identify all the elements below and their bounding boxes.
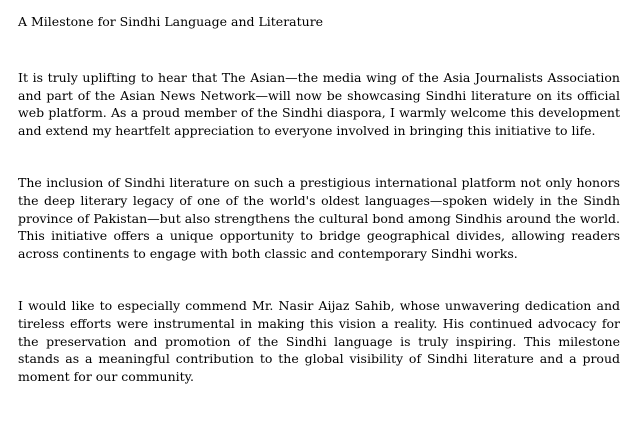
- paragraph-commendation: I would like to especially commend Mr. Nasir Aijaz Sahib, whose unwavering dedication and tireless efforts were instrumental in making this vision a reality. His continued advocacy for the preservation and promotion of the Sindhi language is truly inspiring. This milestone stands as a meaningful contribution to the global visibility of Sindhi literature and a proud moment for our community.: [18, 298, 620, 384]
- paragraph-intro: It is truly uplifting to hear that The Asian—the media wing of the Asia Journalists Association and part of the Asian News Network—will now be showcasing Sindhi literature on its official web platform. As a proud member of the Sindhi diaspora, I warmly welcome this development and extend my heartfelt appreciation to everyone involved in bringing this initiative to life.: [18, 70, 620, 138]
- paragraph-inclusion: The inclusion of Sindhi literature on such a prestigious international platform not only honors the deep literary legacy of one of the world's oldest languages—spoken widely in the Sindh province of Pakistan—but also strengthens the cultural bond among Sindhis around the world. This initiative offers a unique opportunity to bridge geographical divides, allowing readers across continents to engage with both classic and contemporary Sindhi works.: [18, 175, 620, 261]
- document-title: A Milestone for Sindhi Language and Literature: [18, 14, 324, 29]
